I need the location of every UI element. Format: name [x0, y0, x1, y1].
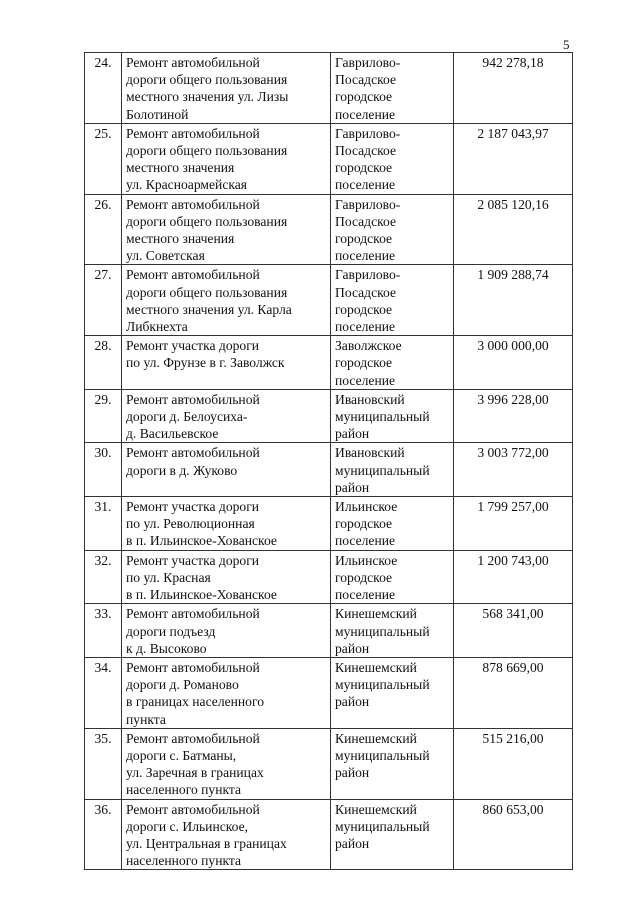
municipality-line: городское [335, 569, 393, 585]
municipality-line: Посадское [335, 213, 397, 229]
description-line: в п. Ильинское-Хованское [126, 587, 277, 603]
roads-table-body [85, 53, 573, 870]
municipality-line: Гаврилово- [335, 267, 401, 283]
description-line: Ремонт участка дороги [126, 552, 260, 568]
municipality-line: Посадское [335, 143, 397, 159]
row-number: 30. [85, 443, 122, 497]
description-line: дороги д. Белоусиха- [126, 409, 248, 425]
municipality [331, 497, 454, 551]
description-line: дороги общего пользования [126, 213, 288, 229]
description-line: Ремонт участка дороги [126, 499, 260, 515]
row-number: 25. [85, 123, 122, 194]
work-description [122, 604, 331, 658]
description-line: д. Васильевское [126, 426, 219, 442]
municipality-line: район [335, 694, 370, 710]
description-line: Ремонт автомобильной [126, 445, 260, 461]
municipality-line: муниципальный [335, 677, 430, 693]
description-line: дороги с. Ильинское, [126, 818, 249, 834]
description-line: дороги общего пользования [126, 143, 288, 159]
municipality [331, 657, 454, 728]
municipality-line: городское [335, 89, 393, 105]
municipality-line: район [335, 479, 370, 495]
table-row [85, 728, 573, 799]
municipality-line: Посадское [335, 284, 397, 300]
municipality-line: Ивановский [335, 445, 405, 461]
municipality [331, 123, 454, 194]
municipality-line: городское [335, 516, 393, 532]
municipality-line: муниципальный [335, 409, 430, 425]
row-number: 28. [85, 336, 122, 390]
row-number: 36. [85, 799, 122, 870]
municipality-line: городское [335, 160, 393, 176]
municipality-line: Ильинское [335, 552, 398, 568]
municipality [331, 799, 454, 870]
municipality-line: поселение [335, 248, 396, 264]
municipality-line: муниципальный [335, 747, 430, 763]
work-description [122, 443, 331, 497]
municipality-line: поселение [335, 587, 396, 603]
municipality-line: муниципальный [335, 623, 430, 639]
municipality [331, 389, 454, 443]
description-line: дороги подъезд [126, 623, 216, 639]
roads-table [84, 52, 573, 870]
municipality-line: Ильинское [335, 499, 398, 515]
municipality-line: Гаврилово- [335, 55, 401, 70]
table-row [85, 799, 573, 870]
table-row [85, 194, 573, 265]
description-line: ул. Красноармейская [126, 177, 248, 193]
amount: 878 669,00 [454, 657, 573, 728]
description-line: в п. Ильинское-Хованское [126, 533, 277, 549]
table-row [85, 497, 573, 551]
municipality-line: поселение [335, 177, 396, 193]
work-description [122, 336, 331, 390]
municipality-line: городское [335, 355, 393, 371]
row-number: 33. [85, 604, 122, 658]
description-line: дороги д. Романово [126, 677, 239, 693]
description-line: Ремонт автомобильной [126, 55, 260, 70]
municipality [331, 265, 454, 336]
description-line: дороги с. Батманы, [126, 747, 237, 763]
municipality-line: Гаврилово- [335, 196, 401, 212]
table-row [85, 604, 573, 658]
row-number: 27. [85, 265, 122, 336]
municipality-line: поселение [335, 533, 396, 549]
description-line: Либкнехта [126, 319, 188, 335]
municipality-line: район [335, 640, 370, 656]
description-line: пункта [126, 711, 166, 727]
table-row [85, 123, 573, 194]
description-line: Ремонт автомобильной [126, 196, 260, 212]
municipality [331, 194, 454, 265]
description-line: Болотиной [126, 106, 189, 122]
municipality [331, 550, 454, 604]
amount: 860 653,00 [454, 799, 573, 870]
municipality-line: поселение [335, 372, 396, 388]
municipality-line: Заволжское [335, 338, 402, 354]
description-line: по ул. Красная [126, 569, 211, 585]
description-line: Ремонт автомобильной [126, 391, 260, 407]
description-line: местного значения [126, 160, 235, 176]
municipality-line: Посадское [335, 72, 397, 88]
work-description [122, 728, 331, 799]
table-row [85, 265, 573, 336]
work-description [122, 799, 331, 870]
amount: 2 085 120,16 [454, 194, 573, 265]
table-row [85, 657, 573, 728]
municipality-line: Кинешемский [335, 606, 417, 622]
amount: 3 000 000,00 [454, 336, 573, 390]
amount: 942 278,18 [454, 53, 573, 124]
work-description [122, 265, 331, 336]
row-number: 31. [85, 497, 122, 551]
description-line: по ул. Революционная [126, 516, 255, 532]
work-description [122, 389, 331, 443]
description-line: местного значения ул. Лизы [126, 89, 289, 105]
table-row [85, 443, 573, 497]
description-line: к д. Высоково [126, 640, 207, 656]
row-number: 34. [85, 657, 122, 728]
description-line: дороги в д. Жуково [126, 462, 238, 478]
amount: 515 216,00 [454, 728, 573, 799]
work-description [122, 497, 331, 551]
municipality-line: Кинешемский [335, 730, 417, 746]
amount: 1 909 288,74 [454, 265, 573, 336]
municipality-line: поселение [335, 319, 396, 335]
amount: 2 187 043,97 [454, 123, 573, 194]
table-row [85, 550, 573, 604]
description-line: местного значения ул. Карла [126, 301, 292, 317]
amount: 1 799 257,00 [454, 497, 573, 551]
municipality-line: район [335, 765, 370, 781]
municipality [331, 336, 454, 390]
description-line: Ремонт автомобильной [126, 801, 260, 817]
table-row [85, 53, 573, 124]
municipality-line: район [335, 426, 370, 442]
description-line: Ремонт автомобильной [126, 125, 260, 141]
description-line: дороги общего пользования [126, 72, 288, 88]
row-number: 24. [85, 53, 122, 124]
municipality [331, 728, 454, 799]
description-line: в границах населенного [126, 694, 265, 710]
page-number: 5 [563, 37, 570, 52]
row-number: 29. [85, 389, 122, 443]
description-line: населенного пункта [126, 853, 242, 869]
municipality-line: Кинешемский [335, 801, 417, 817]
description-line: населенного пункта [126, 782, 242, 798]
municipality-line: Кинешемский [335, 659, 417, 675]
table-row [85, 389, 573, 443]
row-number: 26. [85, 194, 122, 265]
municipality-line: район [335, 835, 370, 851]
description-line: Ремонт автомобильной [126, 730, 260, 746]
description-line: Ремонт участка дороги [126, 338, 260, 354]
table-row [85, 336, 573, 390]
municipality [331, 53, 454, 124]
work-description [122, 53, 331, 124]
description-line: Ремонт автомобильной [126, 267, 260, 283]
description-line: местного значения [126, 231, 235, 247]
municipality-line: муниципальный [335, 818, 430, 834]
row-number: 35. [85, 728, 122, 799]
work-description [122, 194, 331, 265]
description-line: ул. Советская [126, 248, 205, 264]
municipality-line: Гаврилово- [335, 125, 401, 141]
municipality [331, 443, 454, 497]
work-description [122, 657, 331, 728]
description-line: дороги общего пользования [126, 284, 288, 300]
municipality-line: поселение [335, 106, 396, 122]
amount: 568 341,00 [454, 604, 573, 658]
amount: 3 996 228,00 [454, 389, 573, 443]
work-description [122, 123, 331, 194]
description-line: ул. Заречная в границах [126, 765, 264, 781]
municipality-line: муниципальный [335, 462, 430, 478]
municipality [331, 604, 454, 658]
amount: 3 003 772,00 [454, 443, 573, 497]
municipality-line: городское [335, 301, 393, 317]
municipality-line: городское [335, 231, 393, 247]
description-line: Ремонт автомобильной [126, 659, 260, 675]
row-number: 32. [85, 550, 122, 604]
amount: 1 200 743,00 [454, 550, 573, 604]
description-line: по ул. Фрунзе в г. Заволжск [126, 355, 285, 371]
description-line: Ремонт автомобильной [126, 606, 260, 622]
municipality-line: Ивановский [335, 391, 405, 407]
description-line: ул. Центральная в границах [126, 835, 287, 851]
work-description [122, 550, 331, 604]
